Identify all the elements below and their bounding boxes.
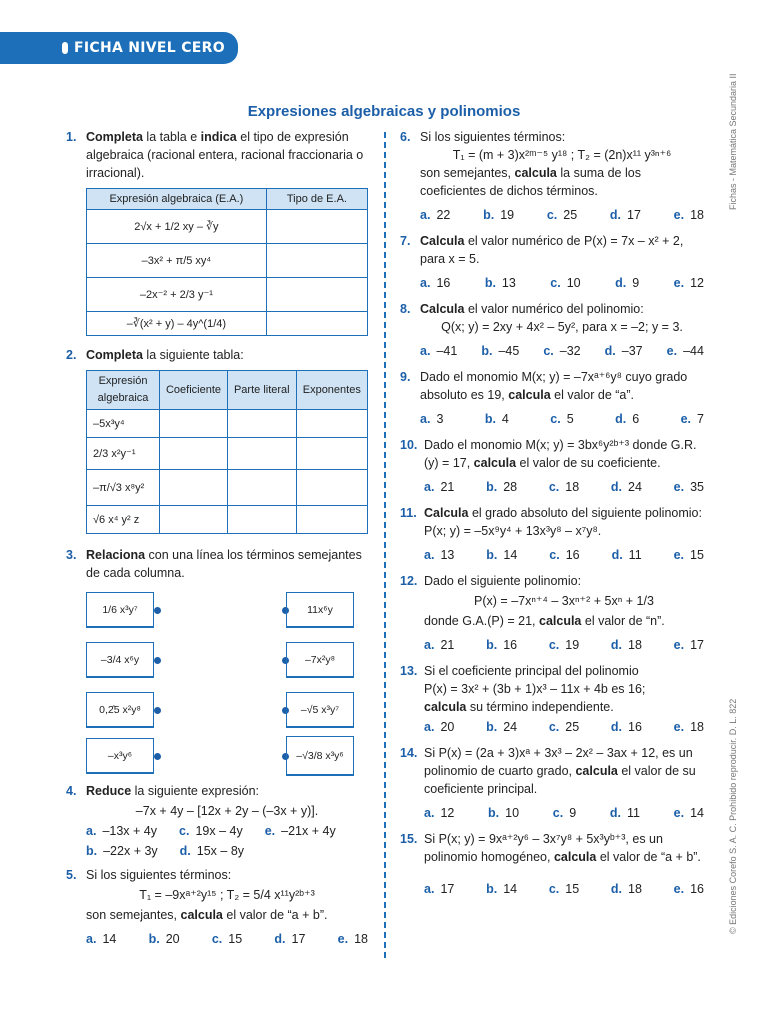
option[interactable]: a. 21 [424,638,455,652]
answer-cell[interactable] [296,410,367,438]
left-term: –3/4 x⁶y [86,642,154,678]
option[interactable]: c. –32 [543,344,581,358]
match-dot[interactable] [154,753,161,760]
table-row: –∛(x² + y) – 4y^(1/4) [87,312,368,336]
option[interactable]: d. 6 [615,412,640,426]
table-row: –3x² + π/5 xy⁴ [87,244,368,278]
answer-cell[interactable] [227,410,296,438]
answer-cell[interactable] [160,410,228,438]
answer-cell[interactable] [266,312,367,336]
answer-cell[interactable] [227,470,296,506]
question-10: 10. Dado el monomio M(x; y) = 3bx⁶y²ᵇ⁺³ donde G.R.(y) = 17, calcula el valor de su coeficiente. a. 21 b. 28 c. 18 d. 24 e. 35 [400,438,704,494]
table-row: 2/3 x²y⁻¹ [87,438,368,470]
question-5: 5. Si los siguientes términos: T₁ = –9xᵃ⁺²y¹⁵ ; T₂ = 5/4 x¹¹y²ᵇ⁺³ son semejantes, calcula el valor de “a + b”. a. 14 b. 20 c. 15 d. 17 e. 18 [66,868,368,946]
option[interactable]: d. 24 [610,480,642,494]
option[interactable]: b. –22x + 3y [86,844,158,858]
question-13: 13. Si el coeficiente principal del polinomio P(x) = 3x² + (3b + 1)x³ – 11x + 4b es 16; calcula su término independiente. a. 20 b. 24 c. 25 d. 16 e. 18 [400,664,704,734]
question-4: 4. Reduce la siguiente expresión: –7x + 4y – [12x + 2y – (–3x + y)]. a. –13x + 4y c. 19x – 4y e. –21x + 4y b. –22x + 3y d. 15x – 8y [66,784,336,858]
option[interactable]: b. 4 [484,412,509,426]
table-row: –π/√3 x⁸y² [87,470,368,506]
option[interactable]: e. 35 [673,480,704,494]
side-caption-top: Fichas - Matemática Secundaria II [728,73,738,210]
option[interactable]: c. 5 [550,412,574,426]
option[interactable]: b. 20 [148,932,180,946]
option[interactable]: b. 14 [486,882,518,896]
option[interactable]: c. 15 [548,882,580,896]
match-dot[interactable] [154,707,161,714]
option[interactable]: e. 12 [673,276,704,290]
option[interactable]: e. 7 [680,412,704,426]
option[interactable]: c. 16 [549,548,580,562]
option[interactable]: c. 15 [211,932,243,946]
option[interactable]: a. 22 [420,208,451,222]
answer-cell[interactable] [296,438,367,470]
option[interactable]: c. 19x – 4y [179,824,243,838]
option[interactable]: e. 18 [673,208,704,222]
option[interactable]: c. 10 [550,276,581,290]
option[interactable]: b. 10 [488,806,520,820]
question-6: 6. Si los siguientes términos: T₁ = (m + 3)x²ᵐ⁻⁵ y¹⁸ ; T₂ = (2n)x¹¹ y³ⁿ⁺⁶ son semejantes, calcula la suma de los coeficientes de dichos términos. a. 22 b. 19 c. 25 d. 17 e. 18 [400,130,704,222]
left-term: 0,2̂5 x²y⁸ [86,692,154,728]
option[interactable]: a. 3 [420,412,444,426]
side-caption-bottom: © Ediciones Corefo S. A. C. Prohibido reproducir. D. L. 822 [728,698,738,934]
option[interactable]: a. 13 [424,548,455,562]
option[interactable]: a. 12 [424,806,455,820]
option[interactable]: a. 21 [424,480,455,494]
table-header: Exponentes [296,371,367,410]
option[interactable]: a. –13x + 4y [86,824,157,838]
table-2 [86,370,368,534]
option[interactable]: e. 17 [673,638,704,652]
answer-cell[interactable] [160,506,228,534]
question-14: 14. Si P(x) = (2a + 3)xᵃ + 3x³ – 2x² – 3ax + 12, es un polinomio de cuarto grado, calcula el valor de su coeficiente principal. a. 12 b. 10 c. 9 d. 11 e. 14 [400,746,704,820]
option[interactable]: b. 14 [486,548,518,562]
option[interactable]: c. 9 [552,806,577,820]
pill-icon [62,42,68,54]
option[interactable]: d. 18 [610,638,642,652]
option[interactable]: e. 15 [673,548,704,562]
question-3: 3. Relaciona con una línea los términos semejantes de cada columna. [66,548,362,580]
question-9: 9. Dado el monomio M(x; y) = –7xᵃ⁺⁶y⁸ cuyo grado absoluto es 19, calcula el valor de “a”. a. 3 b. 4 c. 5 d. 6 e. 7 [400,370,704,426]
question-11: 11. Calcula el grado absoluto del siguiente polinomio: P(x; y) = –5x⁹y⁴ + 13x³y⁸ – x⁷y⁸. a. 13 b. 14 c. 16 d. 11 e. 15 [400,506,704,562]
table-header: Tipo de E.A. [266,189,367,210]
right-term: –√3/8 x³y⁶ [286,736,354,776]
answer-cell[interactable] [160,470,228,506]
right-term: 11x⁶y [286,592,354,628]
question-2: 2. Completa la siguiente tabla: [66,348,244,362]
left-column [66,128,368,956]
question-1: 1. Completa la tabla e indica el tipo de expresión algebraica (racional entera, racional fraccionaria o irracional). [66,130,364,180]
option[interactable]: b. 13 [484,276,516,290]
right-term: –7x²y⁸ [286,642,354,678]
option[interactable]: d. 9 [615,276,640,290]
question-15: 15. Si P(x; y) = 9xᵃ⁺²y⁶ – 3x⁷y⁸ + 5x³yᵇ⁺³, es un polinomio homogéneo, calcula el valor de “a + b”. a. 17 b. 14 c. 15 d. 18 e. 16 [400,832,704,896]
option[interactable]: b. 16 [486,638,518,652]
option[interactable]: e. –21x + 4y [264,824,336,838]
option[interactable]: d. 16 [610,720,642,734]
option[interactable]: c. 25 [548,720,580,734]
answer-cell[interactable] [296,470,367,506]
question-12: 12. Dado el siguiente polinomio: P(x) = –7xⁿ⁺⁴ – 3xⁿ⁺² + 5xⁿ + 1/3 donde G.A.(P) = 21, calcula el valor de “n”. a. 21 b. 16 c. 19 d. 18 e. 17 [400,574,704,652]
option[interactable]: d. 11 [611,548,642,562]
table-row: –2x⁻² + 2/3 y⁻¹ [87,278,368,312]
option[interactable]: b. 24 [486,720,518,734]
table-row: –5x³y⁴ [87,410,368,438]
match-dot[interactable] [154,657,161,664]
table-header: Expresión algebraica [87,371,160,410]
match-dot[interactable] [154,607,161,614]
column-divider [384,132,386,958]
option[interactable]: d. 17 [274,932,306,946]
table-1 [86,188,368,336]
table-header: Parte literal [227,371,296,410]
table-header: Coeficiente [160,371,228,410]
question-7: 7. Calcula el valor numérico de P(x) = 7x – x² + 2, para x = 5. a. 16 b. 13 c. 10 d. 9 e. 12 [400,234,704,290]
table-row: 2√x + 1/2 xy – ∛y [87,210,368,244]
table-row: √6 x⁴ y² z [87,506,368,534]
right-column [400,128,704,906]
question-8: 8. Calcula el valor numérico del polinomio: Q(x; y) = 2xy + 4x² – 5y², para x = –2; y = 3. a. –41 b. –45 c. –32 d. –37 e. –44 [400,302,704,358]
option[interactable]: b. –45 [481,344,520,358]
table-header: Expresión algebraica (E.A.) [87,189,267,210]
option[interactable]: a. 17 [424,882,455,896]
option[interactable]: c. 18 [548,480,580,494]
option[interactable]: c. 19 [548,638,580,652]
option[interactable]: e. 16 [673,882,704,896]
option[interactable]: a. –41 [420,344,458,358]
option[interactable]: d. –37 [604,344,643,358]
left-term: 1/6 x³y⁷ [86,592,154,628]
option[interactable]: a. 16 [420,276,451,290]
option[interactable]: d. 15x – 8y [179,844,245,858]
banner-label: FICHA NIVEL CERO [74,40,225,56]
answer-cell[interactable] [266,210,367,244]
left-term: –x³y⁶ [86,738,154,774]
option[interactable]: d. 18 [610,882,642,896]
option[interactable]: e. –44 [666,344,704,358]
answer-cell[interactable] [227,438,296,470]
answer-cell[interactable] [266,244,367,278]
option[interactable]: e. 18 [673,720,704,734]
answer-cell[interactable] [266,278,367,312]
page-title: Expresiones algebraicas y polinomios [247,103,521,120]
option[interactable]: c. 25 [546,208,578,222]
matching-area [66,592,368,782]
option[interactable]: b. 28 [486,480,518,494]
header-banner [0,32,238,64]
answer-cell[interactable] [296,506,367,534]
option[interactable]: a. 14 [86,932,117,946]
option[interactable]: d. 11 [609,806,640,820]
option[interactable]: e. 18 [337,932,368,946]
right-term: –√5 x³y⁷ [286,692,354,728]
answer-cell[interactable] [160,438,228,470]
option[interactable]: d. 17 [609,208,641,222]
option[interactable]: e. 14 [673,806,704,820]
option[interactable]: b. 19 [483,208,515,222]
option[interactable]: a. 20 [424,720,455,734]
answer-cell[interactable] [227,506,296,534]
